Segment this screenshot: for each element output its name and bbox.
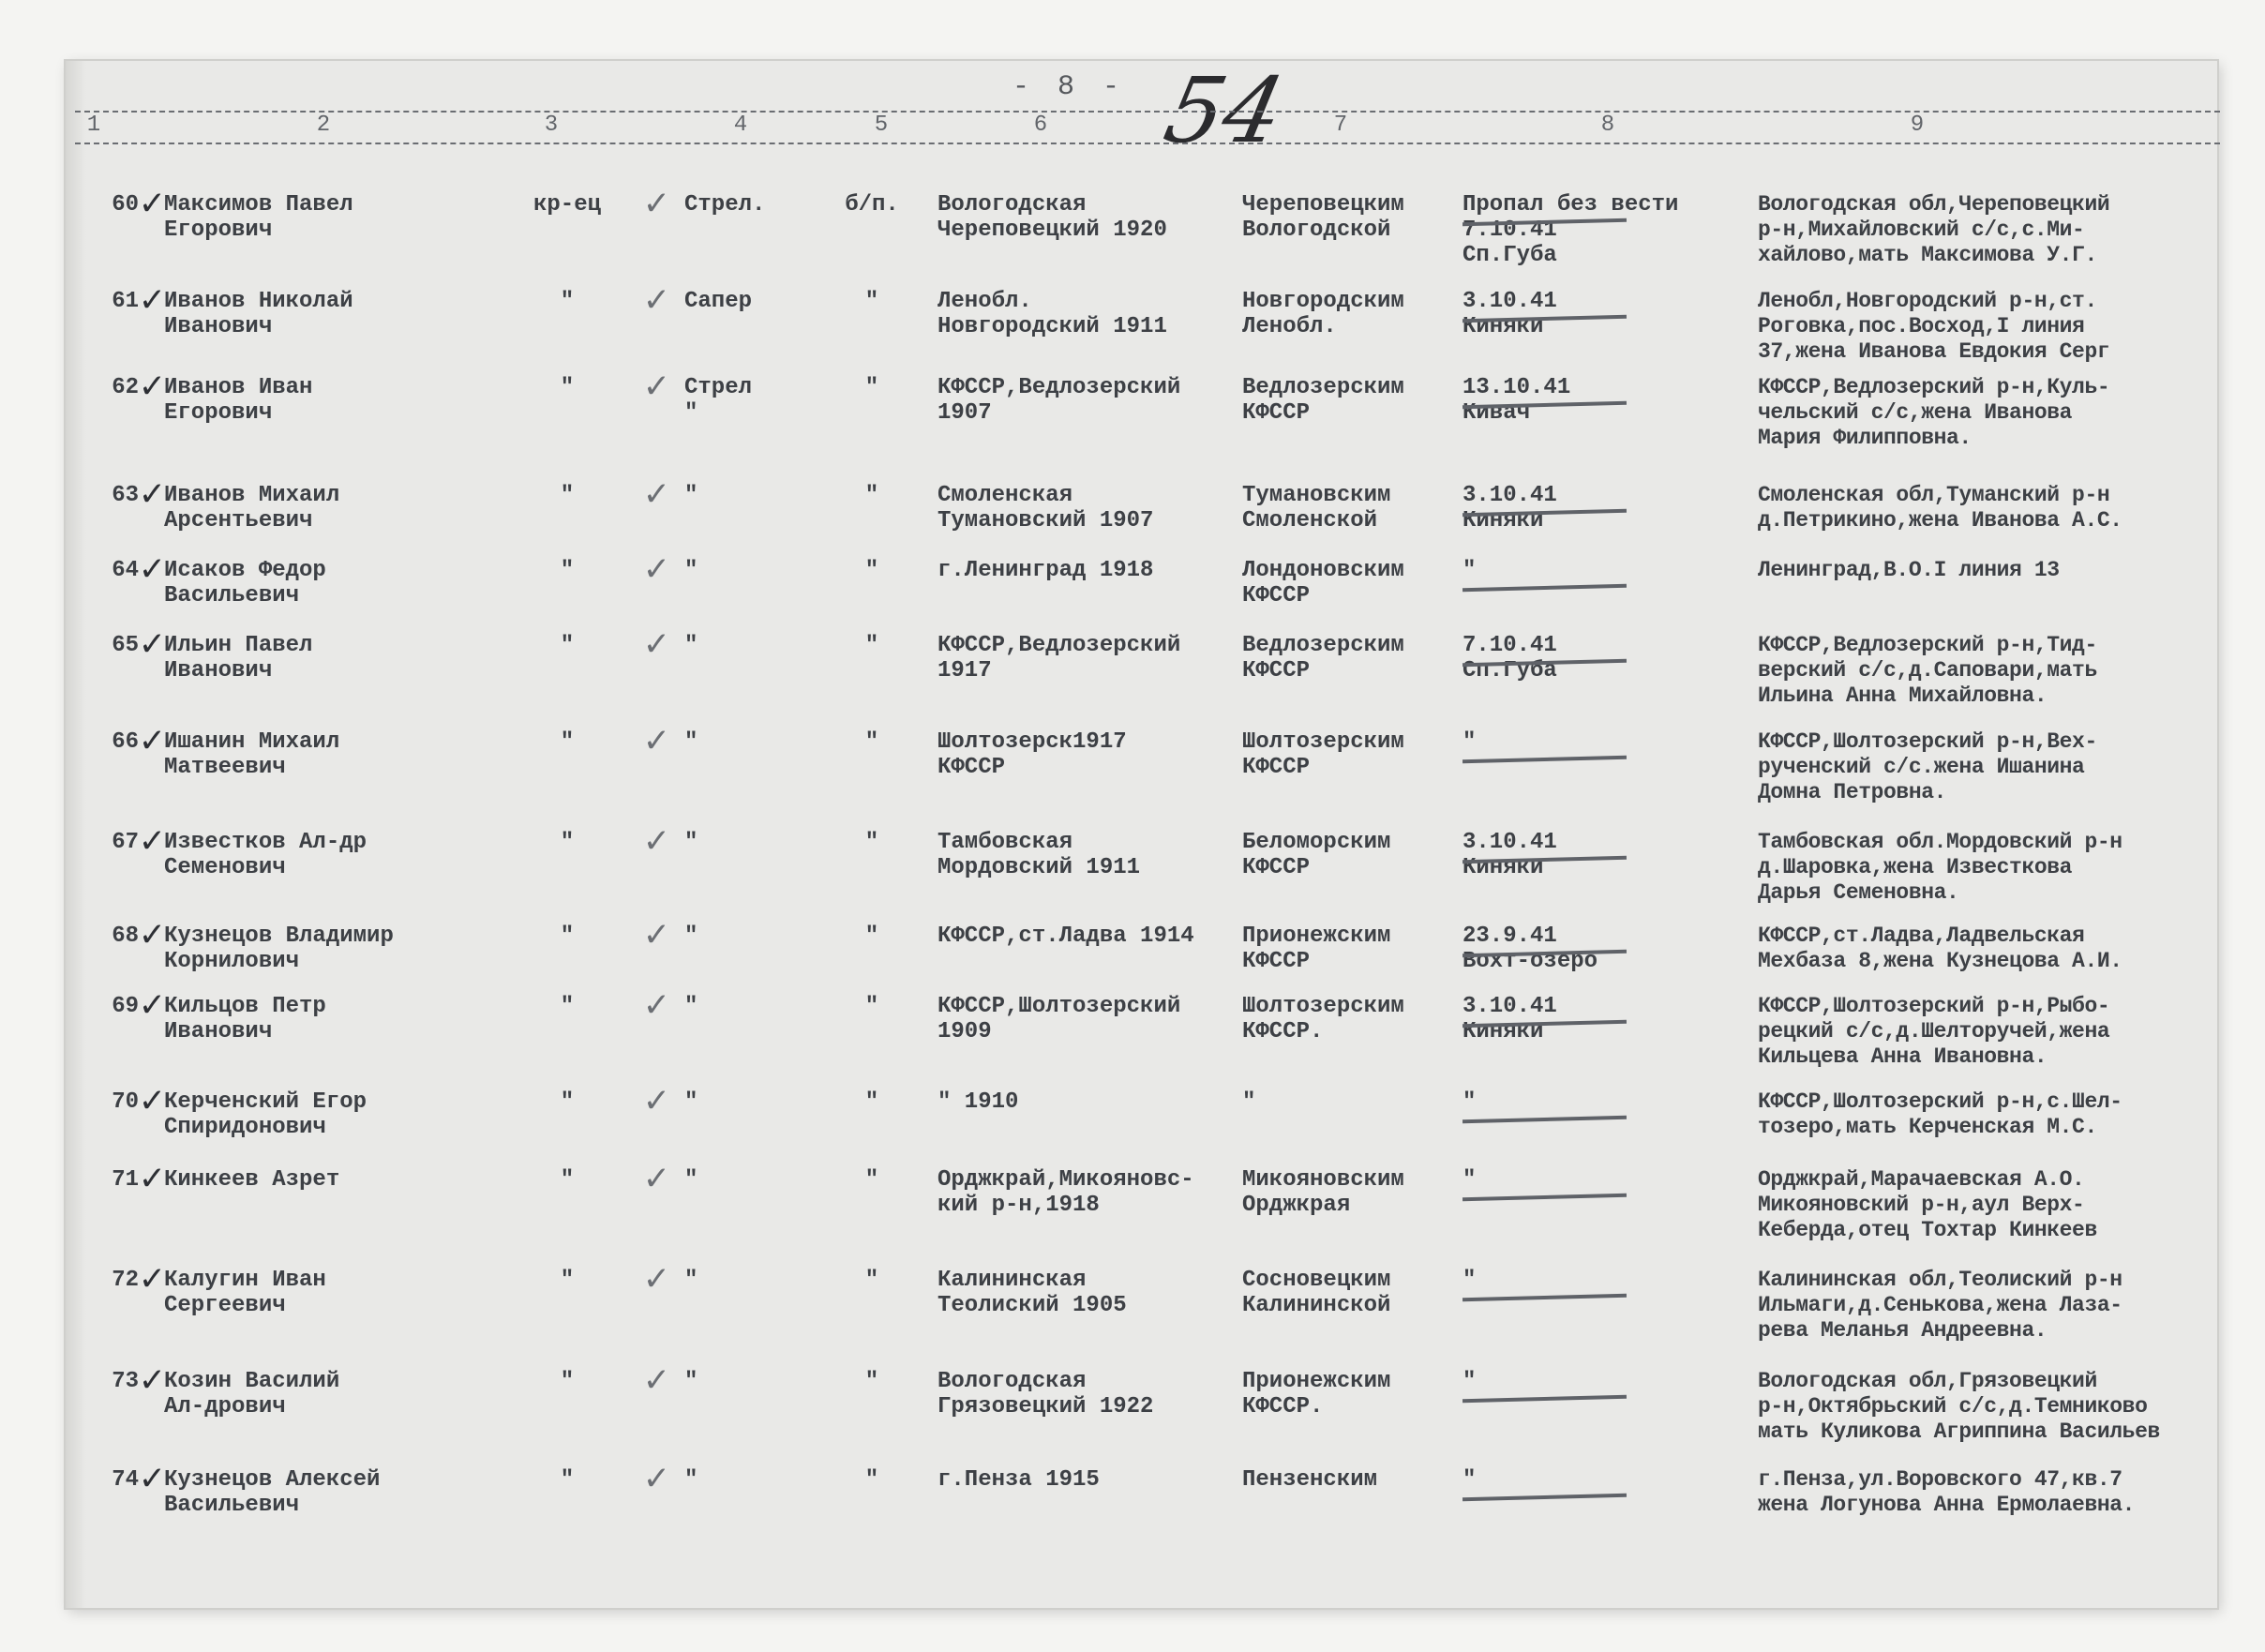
party-status: " <box>864 483 879 508</box>
party-status: " <box>864 1369 879 1394</box>
person-name: Максимов Павел Егорович <box>164 192 353 243</box>
fate-date-place: " <box>1462 1369 1744 1394</box>
relative-address: Тамбовская обл.Мордовский р-н д.Шаровка,жена Известкова Дарья Семеновна. <box>1758 830 2122 905</box>
party-status: " <box>864 633 879 658</box>
person-name: Ишанин Михаил Матвеевич <box>164 729 340 780</box>
position: " <box>684 994 698 1019</box>
archive-page-number: 54 <box>1156 58 1294 163</box>
rank: " <box>560 558 575 583</box>
table-row <box>0 822 2265 924</box>
fate-date-place: 23.9.41 Вохт-озеро <box>1462 924 1744 974</box>
fate-date-place: " <box>1462 1467 1744 1493</box>
table-row <box>0 368 2265 469</box>
rank: " <box>560 1167 575 1193</box>
party-status: " <box>864 1167 879 1193</box>
party-status: " <box>864 729 879 755</box>
check-mark-icon: ✓ <box>645 1082 668 1124</box>
column-number: 5 <box>874 113 889 138</box>
row-number: 65 <box>112 633 139 658</box>
position: Сапер <box>684 289 753 314</box>
check-mark-icon: ✓ <box>645 1460 668 1502</box>
person-name: Иванов Михаил Арсентьевич <box>164 483 340 533</box>
rank: " <box>560 1268 575 1293</box>
check-mark-icon: ✓ <box>645 185 668 227</box>
fate-date-place: 7.10.41 Сп.Губа <box>1462 633 1744 683</box>
table-row <box>0 281 2265 383</box>
relative-address: Ленинград,В.О.I линия 13 <box>1758 558 2060 582</box>
check-mark-icon: ✓ <box>141 1361 164 1404</box>
check-mark-icon: ✓ <box>645 916 668 958</box>
person-name: Кильцов Петр Иванович <box>164 994 326 1044</box>
table-row <box>0 1160 2265 1261</box>
drafted-by: Сосновецким Калининской <box>1242 1268 1391 1318</box>
rank: " <box>560 1467 575 1493</box>
relative-address: КФССР,Ведлозерский р-н,Куль- чельский с/с,жена Иванова Мария Филипповна. <box>1758 375 2110 450</box>
check-mark-icon: ✓ <box>645 1260 668 1302</box>
relative-address: Ленобл,Новгородский р-н,ст. Роговка,пос.Восход,I линия 37,жена Иванова Евдокия Серг <box>1758 289 2110 364</box>
birthplace-year: " 1910 <box>938 1089 1019 1115</box>
drafted-by: Череповецким Вологодской <box>1242 192 1404 243</box>
table-row <box>0 625 2265 727</box>
relative-address: КФССР,Шолтозерский р-н,с.Шел- тозеро,мать Керченская М.С. <box>1758 1089 2122 1139</box>
person-name: Иванов Иван Егорович <box>164 375 313 426</box>
drafted-by: Ведлозерским КФССР <box>1242 633 1404 683</box>
rank: " <box>560 924 575 949</box>
drafted-by: Тумановским Смоленской <box>1242 483 1391 533</box>
row-number: 72 <box>112 1268 139 1293</box>
check-mark-icon: ✓ <box>141 1460 164 1502</box>
relative-address: КФССР,ст.Ладва,Ладвельская Мехбаза 8,жена Кузнецова А.И. <box>1758 924 2122 973</box>
row-number: 60 <box>112 192 139 218</box>
drafted-by: Ведлозерским КФССР <box>1242 375 1404 426</box>
header-rule-bottom <box>75 143 2220 144</box>
birthplace-year: Смоленская Тумановский 1907 <box>938 483 1154 533</box>
fate-date-place: 3.10.41 Киняки <box>1462 994 1744 1044</box>
row-number: 62 <box>112 375 139 400</box>
position: " <box>684 1369 698 1394</box>
check-mark-icon: ✓ <box>141 1160 164 1202</box>
birthplace-year: г.Ленинград 1918 <box>938 558 1154 583</box>
position: " <box>684 1167 698 1193</box>
rank: кр-ец <box>532 192 601 218</box>
birthplace-year: Калининская Теолиский 1905 <box>938 1268 1127 1318</box>
table-row <box>0 1460 2265 1561</box>
person-name: Ильин Павел Иванович <box>164 633 313 683</box>
table-row <box>0 1260 2265 1361</box>
table-row <box>0 986 2265 1088</box>
fate-date-place: 13.10.41 Кивач <box>1462 375 1744 426</box>
row-number: 67 <box>112 830 139 855</box>
birthplace-year: Тамбовская Мордовский 1911 <box>938 830 1141 880</box>
birthplace-year: г.Пенза 1915 <box>938 1467 1100 1493</box>
relative-address: Вологодская обл,Череповецкий р-н,Михайловский с/с,с.Ми- хайлово,мать Максимова У.Г. <box>1758 192 2110 267</box>
check-mark-icon: ✓ <box>645 475 668 518</box>
position: Стрел " <box>684 375 753 426</box>
check-mark-icon: ✓ <box>645 368 668 410</box>
row-number: 70 <box>112 1089 139 1115</box>
check-mark-icon: ✓ <box>645 625 668 668</box>
fate-date-place: Пропал без вести 7.10.41 Сп.Губа <box>1462 192 1744 268</box>
check-mark-icon: ✓ <box>141 475 164 518</box>
rank: " <box>560 830 575 855</box>
rank: " <box>560 633 575 658</box>
check-mark-icon: ✓ <box>141 368 164 410</box>
position: " <box>684 830 698 855</box>
fate-date-place: " <box>1462 1167 1744 1193</box>
column-number: 4 <box>733 113 748 138</box>
column-number: 6 <box>1033 113 1048 138</box>
person-name: Калугин Иван Сергеевич <box>164 1268 326 1318</box>
drafted-by: Прионежским КФССР <box>1242 924 1391 974</box>
check-mark-icon: ✓ <box>645 1160 668 1202</box>
rank: " <box>560 729 575 755</box>
drafted-by: " <box>1242 1089 1256 1115</box>
person-name: Кинкеев Азрет <box>164 1167 340 1193</box>
check-mark-icon: ✓ <box>141 916 164 958</box>
birthplace-year: КФССР,Ведлозерский 1917 <box>938 633 1181 683</box>
relative-address: г.Пенза,ул.Воровского 47,кв.7 жена Логунова Анна Ермолаевна. <box>1758 1467 2136 1517</box>
rank: " <box>560 994 575 1019</box>
relative-address: Вологодская обл,Грязовецкий р-н,Октябрьский с/с,д.Темниково мать Куликова Агриппина Васильев <box>1758 1369 2160 1444</box>
person-name: Исаков Федор Васильевич <box>164 558 326 608</box>
birthplace-year: Вологодская Череповецкий 1920 <box>938 192 1167 243</box>
column-number: 7 <box>1333 113 1348 138</box>
position: " <box>684 483 698 508</box>
table-row <box>0 722 2265 823</box>
birthplace-year: Шолтозерск1917 КФССР <box>938 729 1127 780</box>
position: " <box>684 1089 698 1115</box>
row-number: 64 <box>112 558 139 583</box>
rank: " <box>560 483 575 508</box>
table-row <box>0 1361 2265 1463</box>
check-mark-icon: ✓ <box>645 822 668 864</box>
birthplace-year: Ленобл. Новгородский 1911 <box>938 289 1167 339</box>
relative-address: Смоленская обл,Туманский р-н д.Петрикино,жена Иванова А.С. <box>1758 483 2122 533</box>
person-name: Кузнецов Владимир Корнилович <box>164 924 394 974</box>
row-number: 71 <box>112 1167 139 1193</box>
party-status: " <box>864 1467 879 1493</box>
party-status: " <box>864 375 879 400</box>
drafted-by: Микояновским Орджкрая <box>1242 1167 1404 1218</box>
check-mark-icon: ✓ <box>645 986 668 1029</box>
check-mark-icon: ✓ <box>645 1361 668 1404</box>
rank: " <box>560 375 575 400</box>
drafted-by: Шолтозерским КФССР <box>1242 729 1404 780</box>
rank: " <box>560 1369 575 1394</box>
row-number: 66 <box>112 729 139 755</box>
rank: " <box>560 1089 575 1115</box>
birthplace-year: Вологодская Грязовецкий 1922 <box>938 1369 1154 1419</box>
position: Стрел. <box>684 192 766 218</box>
row-number: 63 <box>112 483 139 508</box>
check-mark-icon: ✓ <box>141 550 164 593</box>
position: " <box>684 1268 698 1293</box>
drafted-by: Новгородским Ленобл. <box>1242 289 1404 339</box>
fate-date-place: " <box>1462 558 1744 583</box>
party-status: " <box>864 289 879 314</box>
drafted-by: Лондоновским КФССР <box>1242 558 1404 608</box>
fate-date-place: " <box>1462 1089 1744 1115</box>
party-status: б/п. <box>845 192 899 218</box>
party-status: " <box>864 558 879 583</box>
row-number: 61 <box>112 289 139 314</box>
column-number: 2 <box>316 113 331 138</box>
party-status: " <box>864 1268 879 1293</box>
party-status: " <box>864 994 879 1019</box>
position: " <box>684 729 698 755</box>
birthplace-year: Орджкрай,Микояновс- кий р-н,1918 <box>938 1167 1194 1218</box>
check-mark-icon: ✓ <box>141 722 164 764</box>
person-name: Кузнецов Алексей Васильевич <box>164 1467 381 1518</box>
fate-date-place: " <box>1462 729 1744 755</box>
table-row <box>0 185 2265 286</box>
column-number: 9 <box>1910 113 1925 138</box>
check-mark-icon: ✓ <box>141 1260 164 1302</box>
person-name: Козин Василий Ал-дрович <box>164 1369 340 1419</box>
header-rule-top <box>75 111 2220 113</box>
check-mark-icon: ✓ <box>645 281 668 323</box>
position: " <box>684 1467 698 1493</box>
party-status: " <box>864 924 879 949</box>
check-mark-icon: ✓ <box>645 550 668 593</box>
position: " <box>684 633 698 658</box>
relative-address: КФССР,Шолтозерский р-н,Рыбо- рецкий с/с,д.Шелторучей,жена Кильцева Анна Ивановна. <box>1758 994 2110 1069</box>
column-number: 1 <box>86 113 101 138</box>
birthplace-year: КФССР,Шолтозерский 1909 <box>938 994 1181 1044</box>
fate-date-place: 3.10.41 Киняки <box>1462 830 1744 880</box>
rank: " <box>560 289 575 314</box>
check-mark-icon: ✓ <box>141 185 164 227</box>
birthplace-year: КФССР,ст.Ладва 1914 <box>938 924 1194 949</box>
check-mark-icon: ✓ <box>645 722 668 764</box>
party-status: " <box>864 830 879 855</box>
person-name: Известков Ал-др Семенович <box>164 830 368 880</box>
person-name: Иванов Николай Иванович <box>164 289 353 339</box>
birthplace-year: КФССР,Ведлозерский 1907 <box>938 375 1181 426</box>
drafted-by: Прионежским КФССР. <box>1242 1369 1391 1419</box>
check-mark-icon: ✓ <box>141 625 164 668</box>
relative-address: Орджкрай,Марачаевская А.О. Микояновский р-н,аул Верх- Кеберда,отец Тохтар Кинкеев <box>1758 1167 2097 1242</box>
position: " <box>684 558 698 583</box>
row-number: 68 <box>112 924 139 949</box>
relative-address: КФССР,Шолтозерский р-н,Вех- рученский с/с.жена Ишанина Домна Петровна. <box>1758 729 2097 804</box>
column-number: 8 <box>1600 113 1615 138</box>
party-status: " <box>864 1089 879 1115</box>
relative-address: Калининская обл,Теолиский р-н Ильмаги,д.Сенькова,жена Лаза- рева Меланья Андреевна. <box>1758 1268 2122 1343</box>
fate-date-place: " <box>1462 1268 1744 1293</box>
person-name: Керченский Егор Спиридонович <box>164 1089 368 1140</box>
check-mark-icon: ✓ <box>141 822 164 864</box>
row-number: 74 <box>112 1467 139 1493</box>
check-mark-icon: ✓ <box>141 281 164 323</box>
drafted-by: Пензенским <box>1242 1467 1378 1493</box>
row-number: 73 <box>112 1369 139 1394</box>
column-number: 3 <box>544 113 559 138</box>
check-mark-icon: ✓ <box>141 986 164 1029</box>
check-mark-icon: ✓ <box>141 1082 164 1124</box>
drafted-by: Шолтозерским КФССР. <box>1242 994 1404 1044</box>
row-number: 69 <box>112 994 139 1019</box>
position: " <box>684 924 698 949</box>
relative-address: КФССР,Ведлозерский р-н,Тид- верский с/с,д.Саповари,мать Ильина Анна Михайловна. <box>1758 633 2097 708</box>
fate-date-place: 3.10.41 Киняки <box>1462 289 1744 339</box>
page-number: - 8 - <box>1012 71 1126 103</box>
fate-date-place: 3.10.41 Киняки <box>1462 483 1744 533</box>
drafted-by: Беломорским КФССР <box>1242 830 1391 880</box>
